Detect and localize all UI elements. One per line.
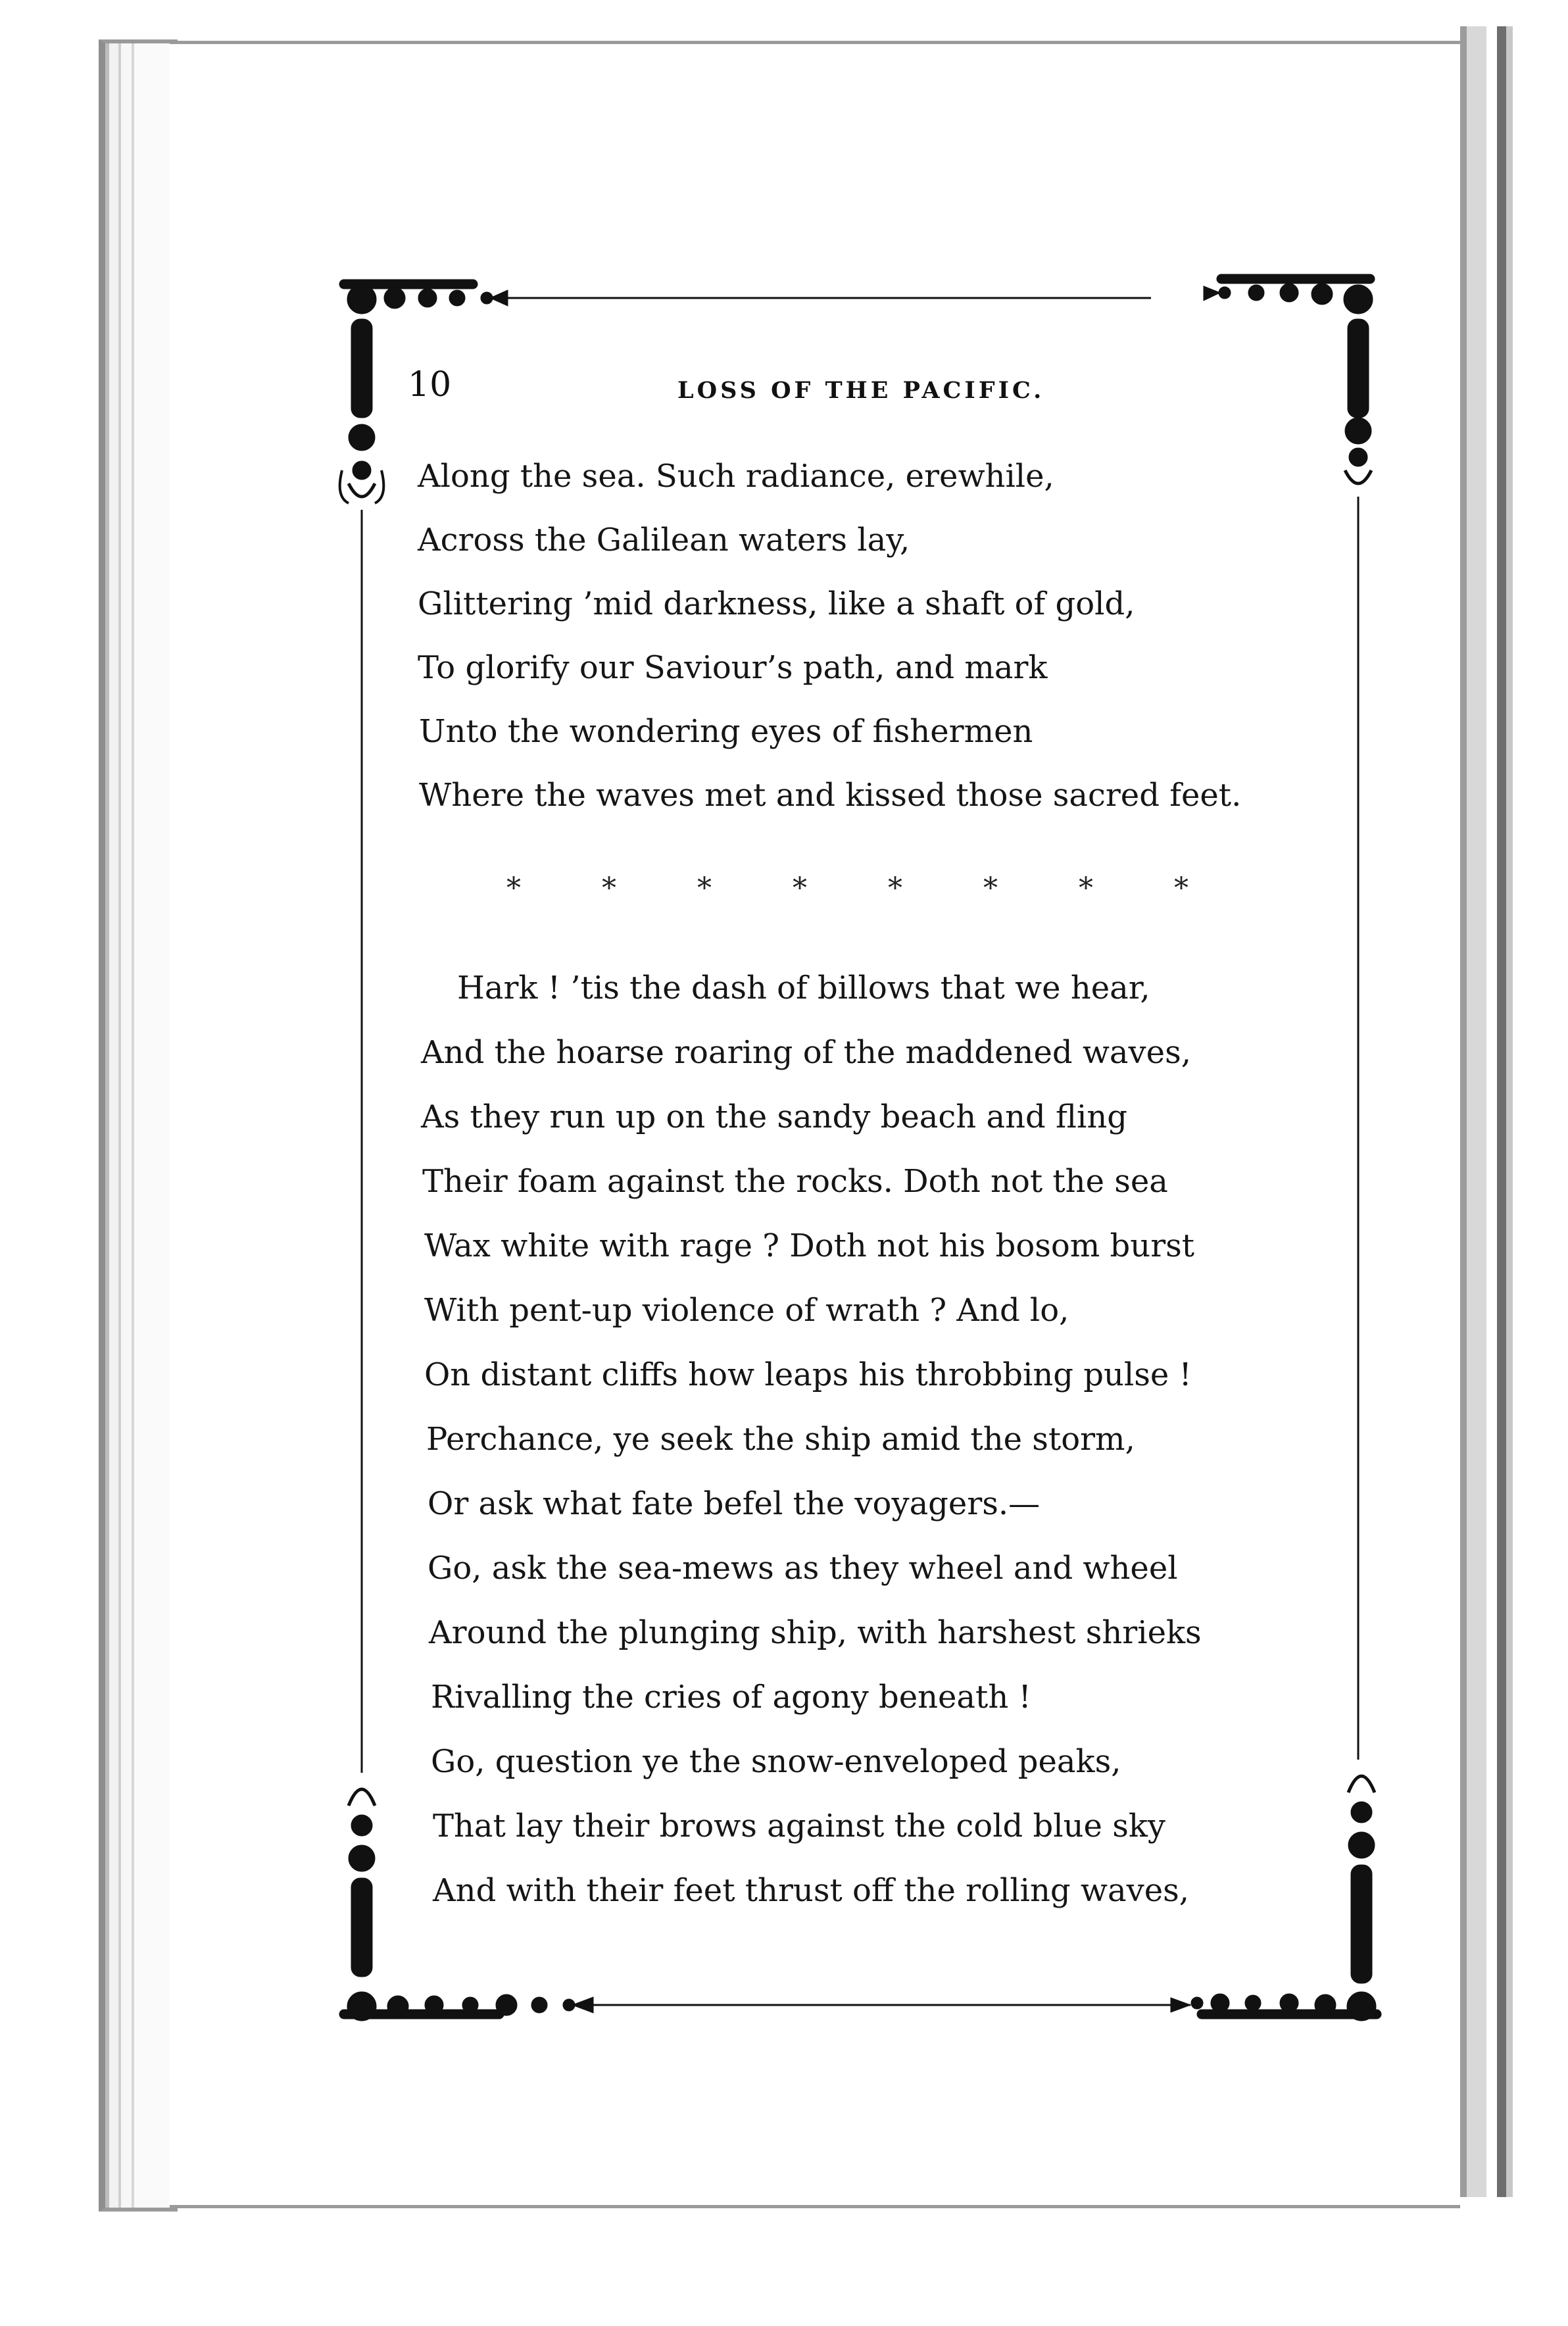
- poem-line: Where the waves met and kissed those sacred feet.: [419, 777, 1242, 814]
- page-stack-right-edge: [1460, 26, 1513, 2197]
- asterisk: *: [793, 872, 807, 905]
- poem-line: Along the sea. Such radiance, erewhile,: [418, 458, 1054, 495]
- corner-ornament-bottom-right: [1171, 1776, 1381, 2021]
- poem-line: With pent-up violence of wrath ? And lo,: [424, 1292, 1069, 1329]
- section-separator-asterisks: [506, 872, 1269, 905]
- poem-line: That lay their brows against the cold blue sky: [433, 1808, 1166, 1844]
- poem-line: Or ask what fate befel the voyagers.—: [428, 1485, 1041, 1522]
- asterisk: *: [506, 872, 521, 905]
- poem-line: Glittering ’mid darkness, like a shaft of gold,: [418, 585, 1135, 622]
- poem-line: Go, question ye the snow-enveloped peaks,: [431, 1743, 1121, 1780]
- poem-line: Wax white with rage ? Doth not his bosom burst: [424, 1227, 1195, 1264]
- poem-line: And the hoarse roaring of the maddened waves,: [421, 1034, 1191, 1071]
- poem-line: Hark ! ’tis the dash of billows that we hear,: [457, 970, 1150, 1006]
- page-number: 10: [408, 365, 452, 405]
- poem-line: Their foam against the rocks. Doth not the sea: [422, 1163, 1168, 1200]
- running-title: LOSS OF THE PACIFIC.: [677, 377, 1045, 404]
- asterisk: *: [697, 872, 712, 905]
- page-stack-left-edge: [99, 39, 178, 2212]
- asterisk: *: [888, 872, 902, 905]
- poem-line: Across the Galilean waters lay,: [418, 522, 910, 558]
- asterisk: *: [602, 872, 616, 905]
- running-head: [408, 365, 1079, 418]
- poem-line: Perchance, ye seek the ship amid the storm,: [426, 1421, 1135, 1458]
- asterisk: *: [1174, 872, 1188, 905]
- corner-ornament-top-right: [1204, 274, 1375, 483]
- poem-line: Rivalling the cries of agony beneath !: [431, 1679, 1031, 1716]
- poem-line: As they run up on the sandy beach and fling: [421, 1099, 1127, 1135]
- asterisk: *: [1079, 872, 1093, 905]
- poem-line: Go, ask the sea-mews as they wheel and wheel: [428, 1550, 1178, 1587]
- poem-line: Around the plunging ship, with harshest shrieks: [429, 1614, 1202, 1651]
- poem-line: On distant cliffs how leaps his throbbing pulse !: [424, 1356, 1192, 1393]
- poem-line: Unto the wondering eyes of fishermen: [419, 713, 1033, 750]
- poem-line: And with their feet thrust off the rolling waves,: [433, 1872, 1190, 1909]
- asterisk: *: [983, 872, 998, 905]
- poem-line: To glorify our Saviour’s path, and mark: [418, 649, 1048, 686]
